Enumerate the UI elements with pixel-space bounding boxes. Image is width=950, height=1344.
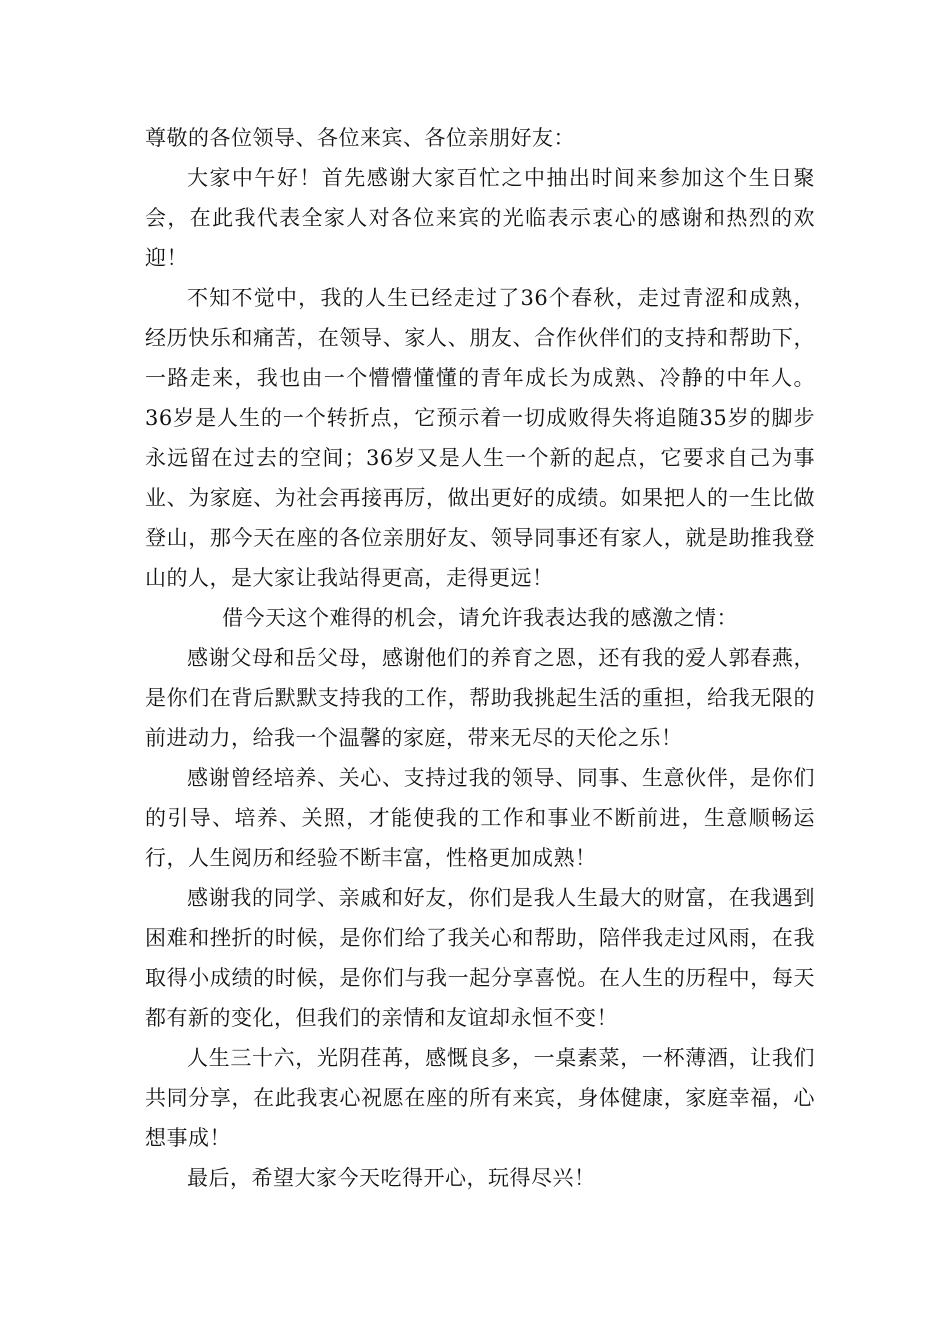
- paragraph-closing: 最后，希望大家今天吃得开心，玩得尽兴！: [187, 1166, 596, 1190]
- paragraph-thanks-friends: 感谢我的同学、亲戚和好友，你们是我人生最大的财富，在我遇到困难和挫折的时候，是你们给了我关心和帮助，陪伴我走过风雨，在我取得小成绩的时候，是你们与我一起分享喜悦。在人生的历程中，每天都有新的变化，但我们的亲情和友谊却永恒不变！: [145, 886, 815, 1030]
- paragraph-gratitude-intro: 借今天这个难得的机会，请允许我表达我的感激之情：: [222, 606, 738, 630]
- paragraph-welcome: 大家中午好！首先感谢大家百忙之中抽出时间来参加这个生日聚会，在此我代表全家人对各位来宾的光临表示衷心的感谢和热烈的欢迎！: [145, 166, 815, 270]
- paragraph-life-journey: 不知不觉中，我的人生已经走过了36个春秋，走过青涩和成熟，经历快乐和痛苦，在领导、家人、朋友、合作伙伴们的支持和帮助下，一路走来，我也由一个懵懵懂懂的青年成长为成熟、冷静的中年人。36岁是人生的一个转折点，它预示着一切成败得失将追随35岁的脚步永远留在过去的空间；36岁又是人生一个新的起点，它要求自己为事业、为家庭、为社会再接再厉，做出更好的成绩。如果把人的一生比做登山，那今天在座的各位亲朋好友、领导同事还有家人，就是助推我登山的人，是大家让我站得更高，走得更远！: [145, 286, 815, 590]
- paragraph-thanks-colleagues: 感谢曾经培养、关心、支持过我的领导、同事、生意伙伴，是你们的引导、培养、关照，才能使我的工作和事业不断前进，生意顺畅运行，人生阅历和经验不断丰富，性格更加成熟！: [145, 766, 815, 870]
- salutation: 尊敬的各位领导、各位来宾、各位亲朋好友：: [145, 126, 575, 150]
- paragraph-wishes: 人生三十六，光阴荏苒，感慨良多，一桌素菜，一杯薄酒，让我们共同分享，在此我衷心祝愿在座的所有来宾，身体健康，家庭幸福，心想事成！: [145, 1046, 815, 1150]
- speech-body: [145, 118, 815, 1198]
- paragraph-thanks-family: 感谢父母和岳父母，感谢他们的养育之恩，还有我的爱人郭春燕，是你们在背后默默支持我的工作，帮助我挑起生活的重担，给我无限的前进动力，给我一个温馨的家庭，带来无尽的天伦之乐！: [145, 646, 815, 750]
